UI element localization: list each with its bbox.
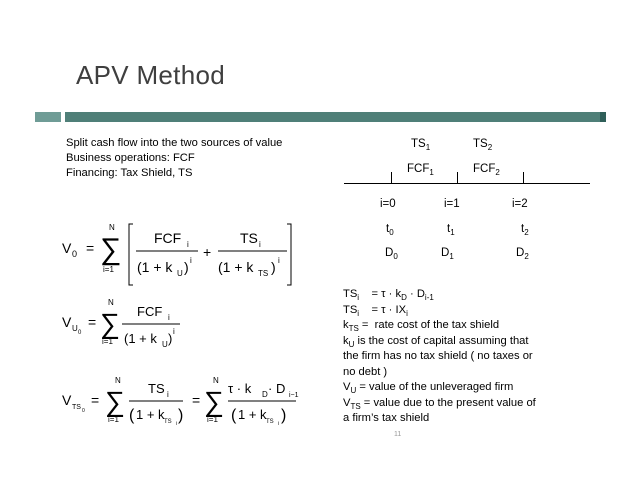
timeline-fcf1: $FCF_1$ — [407, 163, 434, 177]
eq3-den1-sub: TS — [164, 419, 172, 425]
intro-line-1: Split cash flow into the two sources of value — [66, 137, 283, 149]
timeline-t1: $t_1$ — [447, 223, 455, 237]
eq1-sum-lower: i=1 — [103, 265, 114, 274]
eq3-sum2-upper: N — [213, 376, 219, 385]
timeline-d0: $D_0$ — [385, 247, 398, 261]
eq3-sum2-lower: i=1 — [207, 415, 218, 424]
eq2-sigma: ∑ — [100, 308, 120, 339]
eq1-sigma: ∑ — [100, 233, 122, 266]
eq3-den1-close: ) — [178, 407, 184, 424]
eq1-den2-close: ) — [271, 259, 276, 275]
eq3-num2: τ · k — [228, 381, 252, 396]
eq3-equals-2: = — [192, 392, 201, 408]
eq1-lhs-sub: 0 — [72, 249, 78, 259]
eq2-num-sub: i — [168, 313, 170, 322]
eq3-lhs-sub: TS — [72, 404, 81, 411]
def-line-4: $k_U$ is the cost of capital assuming that — [343, 334, 529, 349]
eq2-den-close: ) — [168, 331, 173, 346]
equation-v0 — [62, 223, 291, 285]
eq1-num1-sub: i — [187, 240, 189, 249]
timeline-i2: i=2 — [512, 198, 528, 210]
timeline-d2: $D_2$ — [516, 247, 529, 261]
eq3-equals: = — [91, 392, 100, 408]
eq1-den1-sup: i — [190, 256, 192, 265]
eq3-sum-lower: i=1 — [108, 415, 119, 424]
eq3-den2-close: ) — [281, 407, 287, 424]
eq2-den-sup: i — [173, 327, 175, 336]
equation-vts0 — [62, 376, 299, 427]
eq1-num2-sub: i — [259, 240, 261, 249]
eq1-den2-sub: TS — [258, 269, 269, 278]
eq3-num1-sub: i — [167, 390, 169, 399]
eq1-num1: FCF — [154, 230, 182, 246]
timeline-ts2: $TS_2$ — [473, 138, 493, 152]
timeline-fcf2: $FCF_2$ — [473, 163, 500, 177]
eq1-den1-sub: U — [177, 269, 183, 278]
eq1-den2-sup: i — [278, 256, 280, 265]
eq2-num: FCF — [137, 304, 163, 319]
eq3-num2-d: · D — [268, 381, 286, 396]
eq3-den1: 1 + k — [136, 407, 165, 422]
def-line-9: a firm’s tax shield — [343, 412, 430, 424]
eq3-den1-subsub: i — [176, 421, 178, 427]
eq2-sum-lower: i=1 — [102, 337, 113, 346]
def-line-6: no debt ) — [343, 365, 388, 378]
eq1-bracket-left — [129, 224, 133, 285]
eq2-lhs: V — [62, 314, 72, 330]
slide-title: APV Method — [76, 60, 225, 90]
eq1-den1: (1 + k — [137, 259, 173, 275]
eq1-den2: (1 + k — [218, 259, 254, 275]
eq1-plus: + — [203, 244, 212, 260]
eq1-equals: = — [86, 240, 95, 256]
eq1-bracket-right — [287, 224, 291, 285]
eq1-sum-upper: N — [109, 223, 115, 232]
eq2-equals: = — [88, 314, 97, 330]
eq3-sum-upper: N — [115, 376, 121, 385]
intro-line-3: Financing: Tax Shield, TS — [66, 167, 193, 179]
eq2-sum-upper: N — [108, 298, 114, 307]
eq3-num2-sub2: i−1 — [289, 392, 299, 399]
eq2-den-sub: U — [162, 340, 168, 349]
eq1-den1-close: ) — [184, 259, 189, 275]
eq1-lhs: V — [62, 240, 72, 256]
def-line-8: $V_{TS}$ = value due to the present value of — [343, 396, 536, 411]
timeline-t2: $t_2$ — [521, 223, 529, 237]
timeline-i0: i=0 — [380, 198, 396, 210]
timeline-i1: i=1 — [444, 198, 460, 210]
def-line-1: $TS_i$ = $\tau \cdot k_D \cdot D_{i-1}$ — [343, 288, 434, 302]
eq3-sigma-2: ∑ — [204, 386, 224, 417]
eq3-den2-open: ( — [231, 407, 237, 424]
eq2-lhs-subsub: 0 — [78, 330, 82, 336]
def-line-7: $V_U$ = value of the unleveraged firm — [343, 381, 514, 395]
def-line-3: $k_{TS}$ = rate cost of the tax shield — [343, 319, 500, 333]
eq3-den2: 1 + k — [238, 407, 267, 422]
def-line-5: the firm has no tax shield ( no taxes or — [343, 350, 533, 362]
timeline-d1: $D_1$ — [441, 247, 454, 261]
eq3-sigma: ∑ — [105, 386, 125, 417]
eq3-lhs-subsub: 0 — [82, 408, 85, 414]
equation-vu0 — [62, 298, 180, 349]
definitions — [343, 287, 588, 427]
def-line-2: $TS_i$ = $\tau \cdot IX_i$ — [343, 303, 408, 318]
intro-line-2: Business operations: FCF — [66, 152, 195, 164]
eq3-den2-sub: TS — [266, 419, 274, 425]
timeline-ts1: $TS_1$ — [411, 138, 431, 152]
eq2-lhs-sub: U — [72, 324, 78, 333]
eq3-num1: TS — [148, 381, 165, 396]
eq3-den1-open: ( — [129, 407, 135, 424]
eq3-den2-subsub: i — [278, 421, 280, 427]
eq2-den: (1 + k — [124, 331, 157, 346]
eq3-num2-sub: D — [262, 390, 268, 399]
eq1-num2: TS — [240, 230, 258, 246]
eq3-lhs: V — [62, 392, 72, 408]
timeline-t0: $t_0$ — [386, 223, 394, 237]
page-number: 11 — [394, 431, 402, 438]
